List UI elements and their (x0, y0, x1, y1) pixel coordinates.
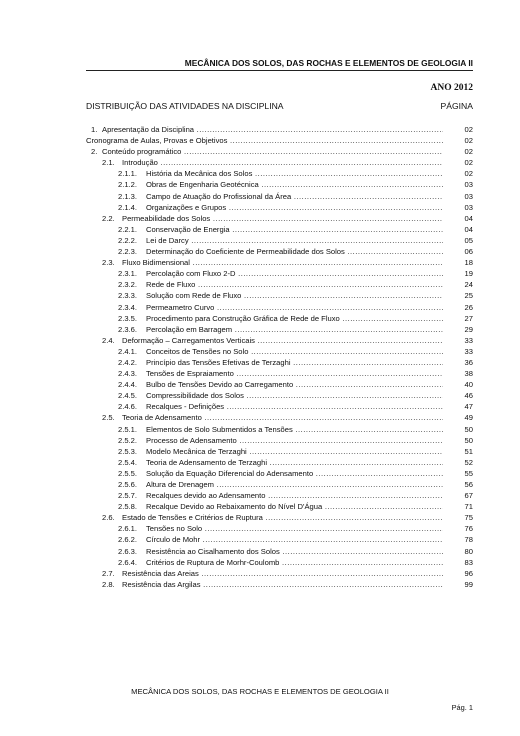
toc-entry-number: 2.4. (102, 335, 115, 345)
toc-entry (86, 168, 473, 179)
toc-entry-page: 40 (464, 380, 473, 390)
toc-entry (86, 468, 473, 479)
toc-entry-number: 2.5.5. (118, 468, 137, 478)
toc-entry-page: 03 (464, 191, 473, 201)
toc-entry-number: 2.5.1. (118, 424, 137, 434)
toc-entry-number: 2.1.2. (118, 180, 137, 190)
toc-entry-page: 46 (464, 391, 473, 401)
toc-entry-number: 2.5.7. (118, 491, 137, 501)
toc-entry-title: Apresentação da Disciplina ..... (102, 124, 443, 135)
toc-entry-number: 2.3.1. (118, 269, 137, 279)
toc-entry (86, 246, 473, 257)
toc-entry-title: Conceitos de Tensões no Solo ..... (146, 346, 443, 357)
toc-entry-title: Determinação do Coeficiente de Permeabilidade dos Solos ..... (146, 246, 443, 257)
toc-entry-number: 2.1.3. (118, 191, 137, 201)
toc-entry-number: 2.5.6. (118, 480, 137, 489)
toc-entry-page: 67 (464, 491, 473, 501)
toc-entry-title: Compressibilidade dos Solos ..... (146, 390, 443, 401)
toc-entry (86, 335, 473, 346)
toc-entry-title: Bulbo de Tensões Devido ao Carregamento ..... (146, 379, 443, 390)
toc-entry-page: 26 (464, 302, 473, 312)
toc-entry (86, 324, 473, 335)
toc-entry-title: Solução com Rede de Fluxo ..... (146, 290, 443, 301)
toc-entry (86, 401, 473, 412)
toc-entry-title: História da Mecânica dos Solos ..... (146, 168, 443, 179)
header-rule (86, 70, 473, 71)
toc-entry-number: 1. (91, 125, 98, 134)
toc-entry-page: 06 (464, 247, 473, 257)
toc-entry (86, 512, 473, 523)
toc-entry (86, 279, 473, 290)
toc-entry (86, 579, 473, 590)
toc-entry-title: Recalques - Definições ..... (146, 401, 443, 412)
toc-entry-number: 2.2.3. (118, 247, 137, 257)
toc-entry-page: 02 (464, 136, 473, 146)
toc-entry-number: 2.3.6. (118, 324, 137, 334)
toc-entry-number: 2.4.2. (118, 357, 137, 367)
toc-entry-title: Procedimento para Construção Gráfica de Rede de Fluxo ..... (146, 313, 443, 324)
toc-entry-number: 2.6.2. (118, 535, 137, 545)
toc-entry-title: Tensões no Solo ..... (146, 523, 443, 534)
toc-entry (86, 435, 473, 446)
toc-entry-page: 78 (464, 535, 473, 545)
toc-entry (86, 290, 473, 301)
toc-entry-number: 2.6.4. (118, 557, 137, 567)
toc-entry-title: Processo de Adensamento ..... (146, 435, 443, 446)
toc-entry (86, 146, 473, 157)
toc-entry-number: 2.3.3. (118, 291, 137, 301)
toc-entry-title: Organizações e Grupos ..... (146, 202, 443, 213)
toc-entry-title: Fluxo Bidimensional ..... (122, 257, 443, 268)
document-header-title: MECÂNICA DOS SOLOS, DAS ROCHAS E ELEMENTOS DE GEOLOGIA II (184, 58, 473, 68)
toc-entry-number: 2.5.8. (118, 502, 137, 512)
toc-entry-title: Solução da Equação Diferencial do Adensamento ..... (146, 468, 443, 479)
toc-entry-title: Resistência das Areias ..... (122, 568, 443, 579)
toc-entry-number: 2.2. (102, 213, 115, 223)
toc-entry-page: 24 (464, 280, 473, 290)
toc-entry-page: 02 (464, 147, 473, 157)
toc-entry-title: Teoria de Adensamento ..... (122, 412, 443, 423)
toc-entry-page: 50 (464, 435, 473, 445)
toc-entry-title: Conteúdo programático ..... (102, 146, 443, 157)
toc-entry-page: 47 (464, 402, 473, 412)
toc-entry (86, 191, 473, 202)
toc-entry-page: 50 (464, 424, 473, 434)
toc-entry-title: Rede de Fluxo ..... (146, 279, 443, 290)
toc-entry-page: 02 (464, 169, 473, 179)
toc-entry-page: 83 (464, 557, 473, 567)
toc-entry-number: 2.5.3. (118, 446, 137, 456)
toc-entry (86, 313, 473, 324)
toc-entry-page: 56 (464, 480, 473, 489)
toc-entry-number: 2.4.5. (118, 391, 137, 401)
toc-entry-title: Cronograma de Aulas, Provas e Objetivos ..... (86, 135, 443, 146)
toc-entry-number: 2.6.1. (118, 524, 137, 534)
toc-entry (86, 379, 473, 390)
toc-entry-page: 38 (464, 369, 473, 379)
toc-entry-number: 2.4.3. (118, 369, 137, 379)
toc-entry-number: 2.3. (102, 258, 115, 268)
toc-entry-page: 03 (464, 202, 473, 212)
toc-entry-title: Tensões de Espraiamento ..... (146, 368, 443, 379)
toc-entry (86, 124, 473, 135)
toc-entry-page: 52 (464, 457, 473, 467)
toc-entry (86, 213, 473, 224)
toc-entry (86, 235, 473, 246)
toc-entry-title: Permeametro Curvo ..... (146, 302, 443, 313)
toc-entry (86, 302, 473, 313)
toc-entry-page: 76 (464, 524, 473, 534)
toc-entry-title: Conservação de Energia ..... (146, 224, 443, 235)
toc-entry-page: 80 (464, 546, 473, 556)
toc-entry (86, 390, 473, 401)
toc-entry-number: 2.8. (102, 579, 115, 589)
toc-entry-title: Teoria de Adensamento de Terzaghi ..... (146, 457, 443, 468)
toc-entry-number: 2.1.1. (118, 169, 137, 179)
toc-entry-title: Círculo de Mohr ..... (146, 534, 443, 545)
toc-entry (86, 523, 473, 534)
toc-entry (86, 224, 473, 235)
toc-entry-number: 2.2.2. (118, 235, 137, 245)
toc-entry-number: 2.6. (102, 513, 115, 523)
toc-entry-number: 2.3.4. (118, 302, 137, 312)
toc-entry (86, 446, 473, 457)
toc-entry (86, 490, 473, 501)
toc-entry-title: Lei de Darcy ..... (146, 235, 443, 246)
toc-entry-page: 75 (464, 513, 473, 523)
toc-entry-page: 04 (464, 213, 473, 223)
toc-entry (86, 457, 473, 468)
toc-entry-number: 2.1. (102, 158, 115, 168)
toc-entry (86, 546, 473, 557)
table-of-contents (86, 124, 473, 590)
toc-entry-number: 2.5. (102, 413, 115, 423)
toc-entry-page: 55 (464, 468, 473, 478)
toc-entry-number: 2.7. (102, 568, 115, 578)
toc-entry-number: 2.3.2. (118, 280, 137, 290)
toc-entry-page: 04 (464, 224, 473, 234)
toc-entry-page: 71 (464, 502, 473, 512)
toc-entry (86, 557, 473, 568)
toc-entry (86, 357, 473, 368)
toc-entry (86, 135, 473, 146)
toc-entry-page: 49 (464, 413, 473, 423)
toc-entry-page: 02 (464, 125, 473, 134)
toc-entry-page: 25 (464, 291, 473, 301)
toc-entry (86, 346, 473, 357)
toc-entry (86, 157, 473, 168)
toc-entry-title: Elementos de Solo Submentidos a Tensões ..... (146, 424, 443, 435)
toc-entry-title: Obras de Engenharia Geotécnica ..... (146, 179, 443, 190)
toc-entry-page: 33 (464, 335, 473, 345)
toc-entry-page: 02 (464, 158, 473, 168)
toc-entry (86, 479, 473, 490)
toc-entry-title: Resistência das Argilas ..... (122, 579, 443, 590)
footer-title: MECÂNICA DOS SOLOS, DAS ROCHAS E ELEMENTOS DE GEOLOGIA II (131, 687, 389, 696)
document-year: ANO 2012 (430, 83, 473, 93)
toc-entry (86, 534, 473, 545)
toc-entry-title: Resistência ao Cisalhamento dos Solos ..... (146, 546, 443, 557)
toc-entry (86, 501, 473, 512)
toc-entry-title: Permeabilidade dos Solos ..... (122, 213, 443, 224)
toc-entry-number: 2.4.4. (118, 380, 137, 390)
toc-entry-page: 27 (464, 313, 473, 323)
toc-entry (86, 257, 473, 268)
toc-heading: DISTRIBUIÇÃO DAS ATIVIDADES NA DISCIPLINA (86, 101, 284, 111)
toc-entry-title: Princípio das Tensões Efetivas de Terzaghi ..... (146, 357, 443, 368)
toc-entry (86, 368, 473, 379)
toc-entry (86, 179, 473, 190)
toc-entry-page: 36 (464, 357, 473, 367)
toc-entry-number: 2.5.2. (118, 435, 137, 445)
toc-entry (86, 412, 473, 423)
toc-entry-title: Modelo Mecânica de Terzaghi ..... (146, 446, 443, 457)
toc-entry-page: 18 (464, 258, 473, 268)
toc-entry-number: 2.6.3. (118, 546, 137, 556)
toc-entry-page: 05 (464, 235, 473, 245)
toc-entry-page: 99 (464, 579, 473, 589)
toc-entry-title: Critérios de Ruptura de Morhr-Coulomb ..... (146, 557, 443, 568)
toc-entry (86, 202, 473, 213)
toc-entry (86, 424, 473, 435)
toc-entry-title: Percolação com Fluxo 2-D ..... (146, 268, 443, 279)
toc-entry-title: Recalques devido ao Adensamento ..... (146, 490, 443, 501)
toc-entry-number: 2.5.4. (118, 457, 137, 467)
toc-entry-number: 2.4.1. (118, 346, 137, 356)
toc-entry-title: Altura de Drenagem ..... (146, 479, 443, 490)
toc-entry-title: Deformação – Carregamentos Verticais ..... (122, 335, 443, 346)
toc-entry-title: Campo de Atuação do Profissional da Área ..... (146, 191, 443, 202)
toc-entry (86, 268, 473, 279)
toc-entry-page: 29 (464, 324, 473, 334)
toc-entry-page: 33 (464, 346, 473, 356)
toc-page-column-label: PÁGINA (440, 101, 473, 111)
footer-page-number: Pág. 1 (451, 703, 473, 712)
toc-entry-number: 2.3.5. (118, 313, 137, 323)
toc-entry-number: 2.4.6. (118, 402, 137, 412)
toc-entry-number: 2.2.1. (118, 224, 137, 234)
toc-entry-number: 2.1.4. (118, 202, 137, 212)
toc-entry-title: Introdução ..... (122, 157, 443, 168)
toc-entry-title: Percolação em Barragem ..... (146, 324, 443, 335)
toc-entry-number: 2. (91, 147, 98, 157)
toc-entry-title: Estado de Tensões e Critérios de Ruptura ..... (122, 512, 443, 523)
toc-entry-page: 96 (464, 568, 473, 578)
toc-entry-page: 19 (464, 269, 473, 279)
toc-entry (86, 568, 473, 579)
toc-entry-page: 03 (464, 180, 473, 190)
toc-entry-page: 51 (464, 446, 473, 456)
toc-entry-title: Recalque Devido ao Rebaixamento do Nível D'Água ..... (146, 501, 443, 512)
